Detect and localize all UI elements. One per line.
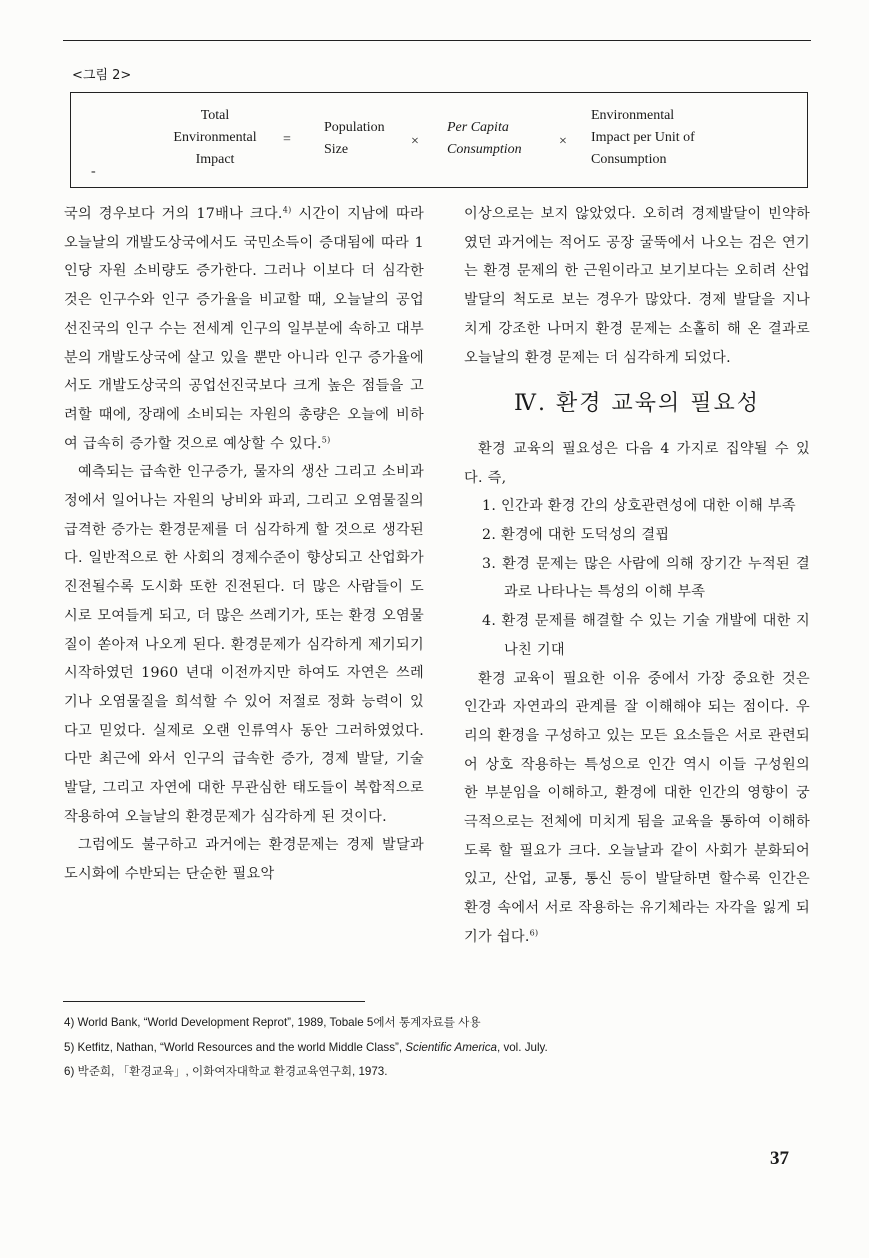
figure-label: <그림 2> xyxy=(72,68,132,83)
section-heading: Ⅳ. 환경 교육의 필요성 xyxy=(514,391,760,417)
formula-environmental-impact-per-unit: Environmental Impact per Unit of Consumption xyxy=(591,108,695,167)
paragraph: 환경 교육의 필요성은 다음 4 가지로 집약될 수 있다. 즉, xyxy=(464,440,810,486)
footnote-ref: 6) xyxy=(529,928,539,938)
formula-box xyxy=(70,92,808,188)
footnote-4: 4) World Bank, “World Development Reprot”, 1989, Tobale 5에서 통계자료를 사용 xyxy=(64,1016,481,1029)
top-rule xyxy=(63,40,811,41)
paragraph: 국의 경우보다 거의 17배나 크다.$^{4)}$ 시간이 지남에 따라 오늘날의 개발도상국에서도 국민소득이 증대됨에 따라 1인당 자원 소비량도 증가한다. 그러나 이보다 더 심각한 것은 인구수와 인구 증가율을 비교할 때, 오늘날의 공업선진국의 인구 수는 전세계 인구의 일부분에 속하고 대부분의 개발도상국에 살고 있을 뿐만 아니라 인구 증가율에서도 개발도상국의 공업선진국보다 크게 높은 점들을 고려할 때에, 장래에 소비되는 자원의 총량은 오늘에 비하여 급속히 증가할 것으로 예상할 수 있다.$^{5)}$ xyxy=(64,205,424,452)
list-item: 2. 환경에 대한 도덕성의 결핍 xyxy=(482,527,670,544)
list-item: 3. 환경 문제는 많은 사람에 의해 장기간 누적된 결과로 나타나는 특성의 이해 부족 xyxy=(482,555,810,601)
formula-per-capita-consumption: Per Capita Consumption xyxy=(447,120,522,157)
footnote-ref: 5) xyxy=(321,434,331,444)
footnote-rule xyxy=(63,1001,365,1002)
formula-dash-mark: - xyxy=(91,164,96,179)
needs-list xyxy=(464,492,810,664)
formula-equals-sign: = xyxy=(283,132,291,147)
formula-population-size: Population Size xyxy=(324,120,385,157)
paragraph: 그럼에도 불구하고 과거에는 환경문제는 경제 발달과 도시화에 수반되는 단순한 필요악 xyxy=(64,837,424,883)
formula-times-sign: × xyxy=(411,134,419,149)
formula-times-sign: × xyxy=(559,134,567,149)
footnote-ref: 4) xyxy=(282,205,292,215)
paragraph: 이상으로는 보지 않았었다. 오히려 경제발달이 빈약하였던 과거에는 적어도 공장 굴뚝에서 나오는 검은 연기는 환경 문제의 한 근원이라고 보기보다는 오히려 산업 발달의 척도로 보는 경우가 많았다. 경제 발달을 지나치게 강조한 나머지 환경 문제는 소홀히 해 온 결과로 오늘날의 환경 문제는 더 심각하게 되었다. xyxy=(464,206,810,366)
list-item: 1. 인간과 환경 간의 상호관련성에 대한 이해 부족 xyxy=(482,498,796,515)
footnote-6: 6) 박준희, 「환경교육」, 이화여자대학교 환경교육연구회, 1973. xyxy=(64,1065,388,1078)
list-item: 4. 환경 문제를 해결할 수 있는 기술 개발에 대한 지나친 기대 xyxy=(482,613,810,658)
formula-total-environmental-impact: Total Environmental Impact xyxy=(173,108,257,167)
right-column xyxy=(464,200,810,952)
left-column xyxy=(64,200,424,889)
page-number: 37 xyxy=(770,1148,789,1169)
footnote-5: 5) Ketfitz, Nathan, “World Resources and the world Middle Class”, Scientific America, vol. July. xyxy=(64,1040,548,1054)
paragraph: 환경 교육이 필요한 이유 중에서 가장 중요한 것은 인간과 자연과의 관계를 잘 이해해야 되는 점이다. 우리의 환경을 구성하고 있는 모든 요소들은 서로 관련되어 상호 작용하는 특성으로 인간 역시 이들 구성원의 한 부분임을 이해하고, 환경에 대한 인간의 영향이 궁극적으로는 전체에 미치게 됨을 교육을 통하여 이해하도록 할 필요가 크다. 오늘날과 같이 사회가 분화되어 있고, 산업, 교통, 통신 등이 발달하면 할수록 인간은 환경 속에서 서로 작용하는 유기체라는 자각을 잃게 되기가 쉽다.$^{6)}$ xyxy=(464,670,810,945)
paragraph: 예측되는 급속한 인구증가, 물자의 생산 그리고 소비과정에서 일어나는 자원의 낭비와 파괴, 그리고 오염물질의 급격한 증가는 환경문제를 더 심각하게 할 것으로 생각된다. 일반적으로 한 사회의 경제수준이 향상되고 산업화가 진전될수록 도시화 또한 진전된다. 더 많은 사람들이 도시로 모여들게 되고, 더 많은 쓰레기가, 또는 환경 오염물질이 쏟아져 나오게 된다. 환경문제가 심각하게 제기되기 시작하였던 1960 년대 이전까지만 하여도 자연은 쓰레기나 오염물질을 희석할 수 있어 저절로 정화 능력이 있다고 믿었다. 실제로 오랜 인류역사 동안 그러하였었다. 다만 최근에 와서 인구의 급속한 증가, 경제 발달, 기술 발달, 그리고 자연에 대한 무관심한 태도들이 복합적으로 작용하여 오늘날의 환경문제가 심각하게 된 것이다. xyxy=(64,464,424,825)
footnotes xyxy=(64,1011,824,1085)
